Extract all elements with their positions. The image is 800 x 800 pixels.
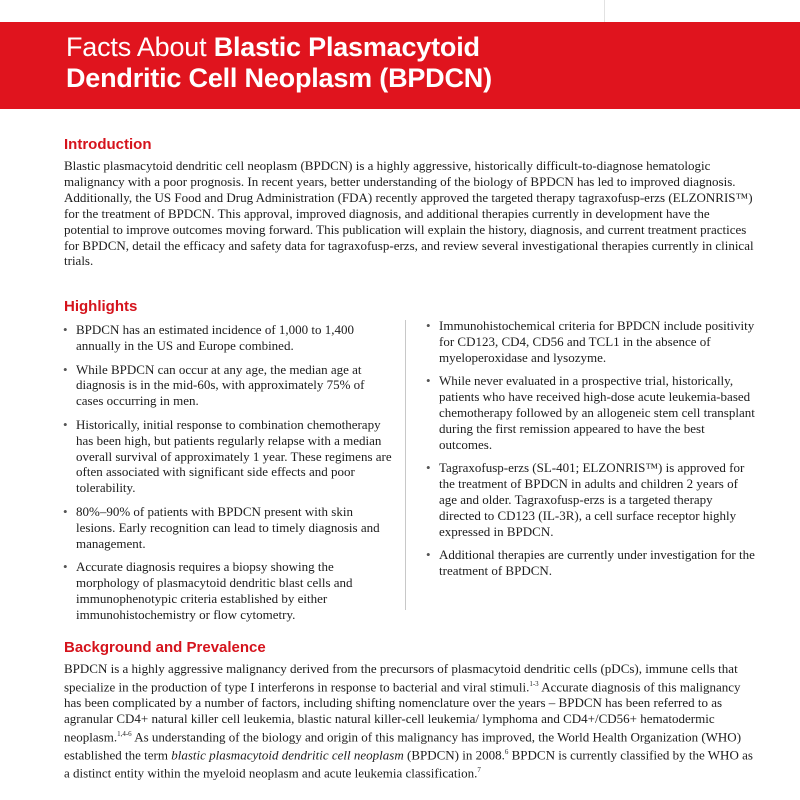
highlight-item: • While never evaluated in a prospective trial, historically, patients who have received high-dose acute leukemia-based chemotherapy followed by an allogeneic stem cell transplant during the first remission appeared to have the best outcomes. <box>425 373 755 452</box>
background-heading: Background and Prevalence <box>64 639 266 656</box>
highlight-item: • BPDCN has an estimated incidence of 1,000 to 1,400 annually in the US and Europe combined. <box>62 322 392 354</box>
background-italic-term: blastic plasmacytoid dendritic cell neoplasm <box>171 747 404 763</box>
highlights-heading: Highlights <box>64 298 138 315</box>
top-tab-shape <box>604 0 755 23</box>
introduction-paragraph: Blastic plasmacytoid dendritic cell neoplasm (BPDCN) is a highly aggressive, historically difficult-to-diagnose hematologic malignancy with a poor prognosis. In recent years, better understanding of the biology of BPDCN has led to improved diagnosis. Additionally, the US Food and Drug Administration (FDA) recently approved the targeted therapy tagraxofusp-erzs (ELZONRIS™) for the treatment of BPDCN. This approval, improved diagnosis, and additional therapies currently in development have the potential to improve outcomes moving forward. This publication will explain the history, diagnosis, and current treatment practices for BPDCN, detail the efficacy and safety data for tagraxofusp-erzs, and review several investigational therapies currently in clinical trials. <box>64 158 754 269</box>
highlights-right-list <box>425 318 755 587</box>
highlight-item: • While BPDCN can occur at any age, the median age at diagnosis is in the mid-60s, with approximately 75% of cases occurring in men. <box>62 362 392 409</box>
background-text-2: Accurate diagnosis of this malignancy has been complicated by a number of factors, including shifting nomenclature over the years – BPDCN has been referred to as agranular CD4+ natural killer cell leukemia, blastic natural killer-cell leukemia/ lymphoma and CD4+/CD56+ hematodermic neoplasm. <box>64 679 741 745</box>
introduction-heading: Introduction <box>64 136 152 153</box>
background-text-1: BPDCN is a highly aggressive malignancy derived from the precursors of plasmacytoid dendritic cells (pDCs), immune cells that specialize in the production of type I interferons in response to bacterial and viral stimuli. <box>64 661 738 695</box>
highlight-item: • 80%–90% of patients with BPDCN present with skin lesions. Early recognition can lead to timely diagnosis and management. <box>62 504 392 551</box>
background-text-3: As understanding of the biology and origin of this malignancy has improved, the World Health Organization (WHO) established the term <box>64 729 742 763</box>
citation-superscript: 1,4-6 <box>117 729 132 738</box>
title-bold-text-2: Dendritic Cell Neoplasm (BPDCN) <box>66 63 492 93</box>
highlight-item: • Immunohistochemical criteria for BPDCN include positivity for CD123, CD4, CD56 and TCL1 in the absence of myeloperoxidase and lysozyme. <box>425 318 755 365</box>
background-text-5: BPDCN is currently classified by the WHO as a distinct entity within the myeloid neoplasm and acute leukemia classification. <box>64 747 753 781</box>
highlight-item: • Additional therapies are currently under investigation for the treatment of BPDCN. <box>425 547 755 579</box>
highlight-item: • Historically, initial response to combination chemotherapy has been high, but patients regularly relapse with a median overall survival of approximately 1 year. These regimens are often associated with significant side effects and poor tolerability. <box>62 417 392 496</box>
title-light-text: Facts About <box>66 32 214 62</box>
column-divider <box>405 320 406 610</box>
citation-superscript: 7 <box>477 766 481 775</box>
highlights-left-list <box>62 322 392 631</box>
highlight-item: • Accurate diagnosis requires a biopsy showing the morphology of plasmacytoid dendritic blast cells and immunophenotypic criteria established by either immunohistochemistry or flow cytometry. <box>62 559 392 622</box>
title-bold-text-1: Blastic Plasmacytoid <box>213 32 480 62</box>
citation-superscript: 1-3 <box>529 679 539 688</box>
page-top-strip <box>0 0 800 22</box>
background-text-4: (BPDCN) in 2008. <box>403 747 505 763</box>
citation-superscript: 6 <box>504 748 509 757</box>
page-title <box>66 32 492 94</box>
highlight-item: • Tagraxofusp-erzs (SL-401; ELZONRIS™) is approved for the treatment of BPDCN in adults and children 2 years of age and older. Tagraxofusp-erzs is a targeted therapy directed to CD123 (IL-3R), a cell surface receptor highly expressed in BPDCN. <box>425 460 755 539</box>
background-paragraph <box>64 661 754 782</box>
